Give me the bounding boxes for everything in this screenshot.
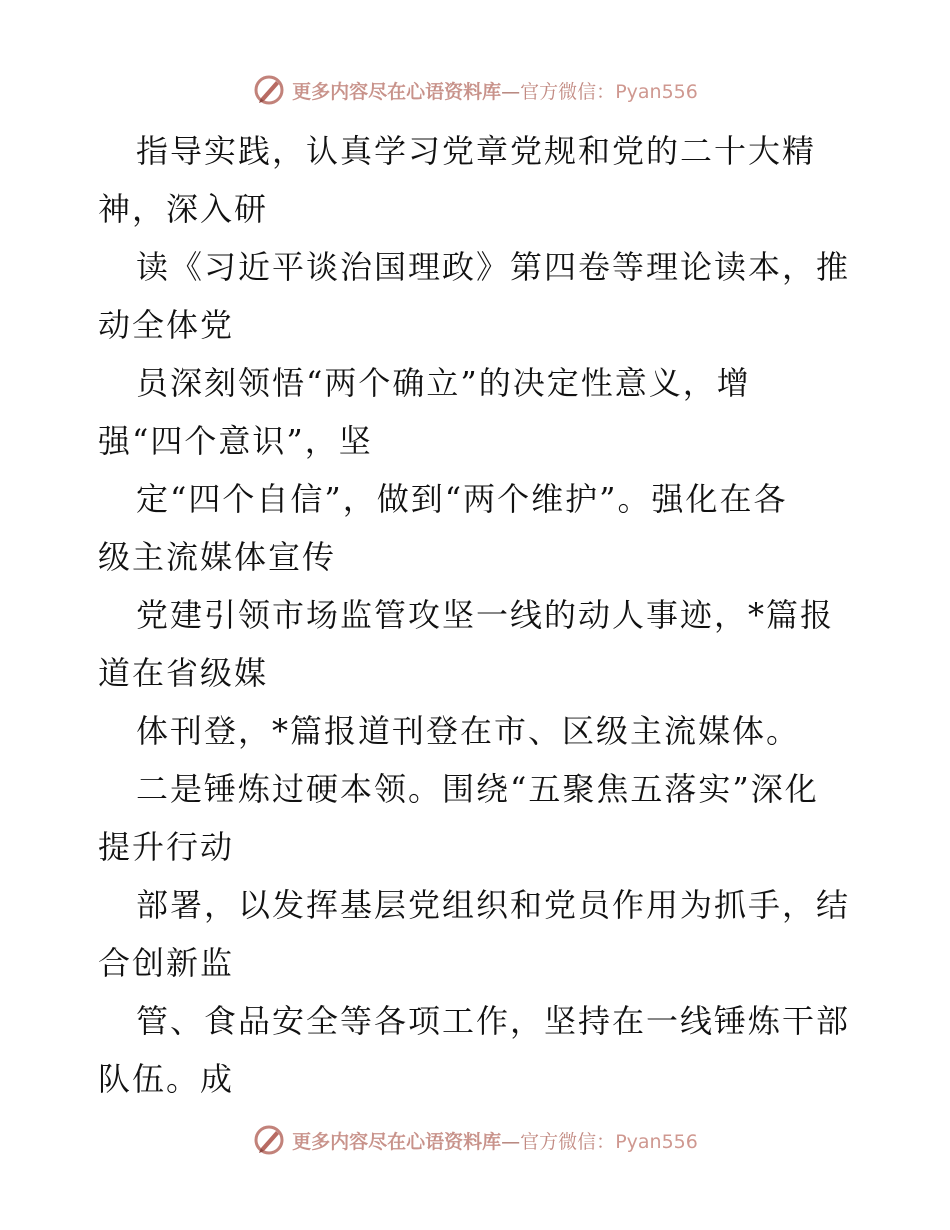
text-line: 动全体党 (98, 306, 235, 344)
header-watermark (0, 70, 950, 110)
text-line: 读《习近平谈治国理政》第四卷等理论读本，推 (136, 248, 851, 286)
text-line: 指导实践，认真学习党章党规和党的二十大精 (136, 132, 817, 170)
pen-logo-icon (252, 1123, 286, 1157)
text-line: 级主流媒体宣传 (98, 538, 337, 576)
watermark-wechat-id: Pyan556 (615, 1130, 698, 1153)
text-line: 二是锤炼过硬本领。围绕“五聚焦五落实”深化 (136, 770, 819, 808)
footer-watermark (0, 1120, 950, 1160)
text-line: 定“四个自信”，做到“两个维护”。强化在各 (136, 480, 788, 518)
text-line: 强“四个意识”，坚 (98, 422, 373, 460)
watermark-wechat-label: 官方微信： (520, 1130, 616, 1153)
text-line: 神，深入研 (98, 190, 269, 228)
text-line: 员深刻领悟“两个确立”的决定性意义，增 (136, 364, 751, 402)
watermark-dash: — (501, 80, 521, 103)
text-line: 部署，以发挥基层党组织和党员作用为抓手，结 (136, 886, 851, 924)
watermark-site-name: 更多内容尽在心语资料库 (292, 1130, 502, 1153)
pen-logo-icon (252, 73, 286, 107)
text-line: 道在省级媒 (98, 654, 269, 692)
watermark-wechat-label: 官方微信： (520, 80, 616, 103)
text-line: 提升行动 (98, 828, 235, 866)
watermark-dash: — (501, 1130, 521, 1153)
watermark-site-name: 更多内容尽在心语资料库 (292, 80, 502, 103)
text-line: 党建引领市场监管攻坚一线的动人事迹，*篇报 (136, 596, 835, 634)
document-body (0, 122, 950, 1108)
text-line: 队伍。成 (98, 1060, 235, 1098)
text-line: 体刊登，*篇报道刊登在市、区级主流媒体。 (136, 712, 801, 750)
watermark-wechat-id: Pyan556 (615, 80, 698, 103)
text-line: 管、食品安全等各项工作，坚持在一线锤炼干部 (136, 1002, 851, 1040)
text-line: 合创新监 (98, 944, 235, 982)
